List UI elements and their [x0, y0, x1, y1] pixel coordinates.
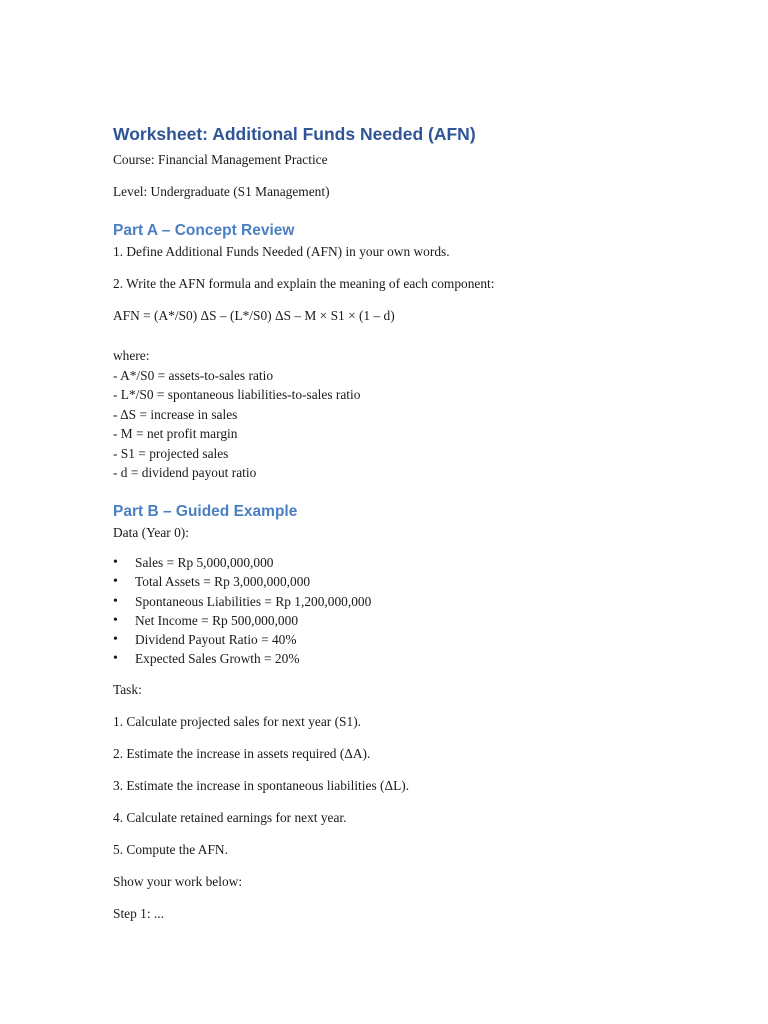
task-label: Task: — [113, 681, 142, 697]
legend-line: - d = dividend payout ratio — [113, 465, 257, 480]
list-item: • Dividend Payout Ratio = 40% — [113, 630, 673, 649]
bullet-icon: • — [113, 632, 118, 648]
level-line: Level: Undergraduate (S1 Management) — [113, 184, 330, 199]
worksheet-page — [113, 122, 673, 923]
part-a-question-2: 2. Write the AFN formula and explain the meaning of each component: — [113, 275, 495, 291]
legend-line: - L*/S0 = spontaneous liabilities-to-sales ratio — [113, 387, 361, 402]
legend-line: - ΔS = increase in sales — [113, 406, 238, 422]
list-item: • Net Income = Rp 500,000,000 — [113, 611, 673, 630]
bullet-icon: • — [113, 612, 118, 628]
worksheet-title: Worksheet: Additional Funds Needed (AFN) — [113, 124, 476, 144]
task-item: 1. Calculate projected sales for next year (S1). — [113, 713, 362, 729]
data-label: Data (Year 0): — [113, 524, 189, 540]
course-line: Course: Financial Management Practice — [113, 152, 328, 167]
legend-line: - M = net profit margin — [113, 426, 238, 441]
task-item: 4. Calculate retained earnings for next year. — [113, 809, 347, 825]
part-b-heading: Part B – Guided Example — [113, 502, 298, 520]
where-label: where: — [113, 348, 150, 363]
bullet-icon: • — [113, 593, 118, 609]
bullet-icon: • — [113, 574, 118, 590]
task-item: 3. Estimate the increase in spontaneous liabilities (ΔL). — [113, 777, 410, 793]
afn-formula: AFN = (A*/S0) ΔS – (L*/S0) ΔS – M × S1 × (1 – d) — [113, 307, 395, 323]
bullet-icon: • — [113, 651, 118, 667]
bullet-icon: • — [113, 555, 118, 570]
show-work-label: Show your work below: — [113, 873, 243, 889]
list-item: • Sales = Rp 5,000,000,000 — [113, 553, 673, 572]
part-a-question-1: 1. Define Additional Funds Needed (AFN) in your own words. — [113, 243, 450, 259]
task-item: 2. Estimate the increase in assets required (ΔA). — [113, 745, 371, 761]
part-a-heading: Part A – Concept Review — [113, 221, 295, 239]
legend-line: - S1 = projected sales — [113, 445, 229, 461]
step-1-line: Step 1: ... — [113, 905, 164, 921]
list-item: • Total Assets = Rp 3,000,000,000 — [113, 572, 673, 591]
legend-line: - A*/S0 = assets-to-sales ratio — [113, 367, 274, 383]
list-item: • Spontaneous Liabilities = Rp 1,200,000,000 — [113, 592, 673, 611]
list-item: • Expected Sales Growth = 20% — [113, 649, 673, 668]
data-bullet-list — [113, 553, 673, 669]
formula-legend — [113, 346, 673, 483]
task-item: 5. Compute the AFN. — [113, 841, 228, 857]
